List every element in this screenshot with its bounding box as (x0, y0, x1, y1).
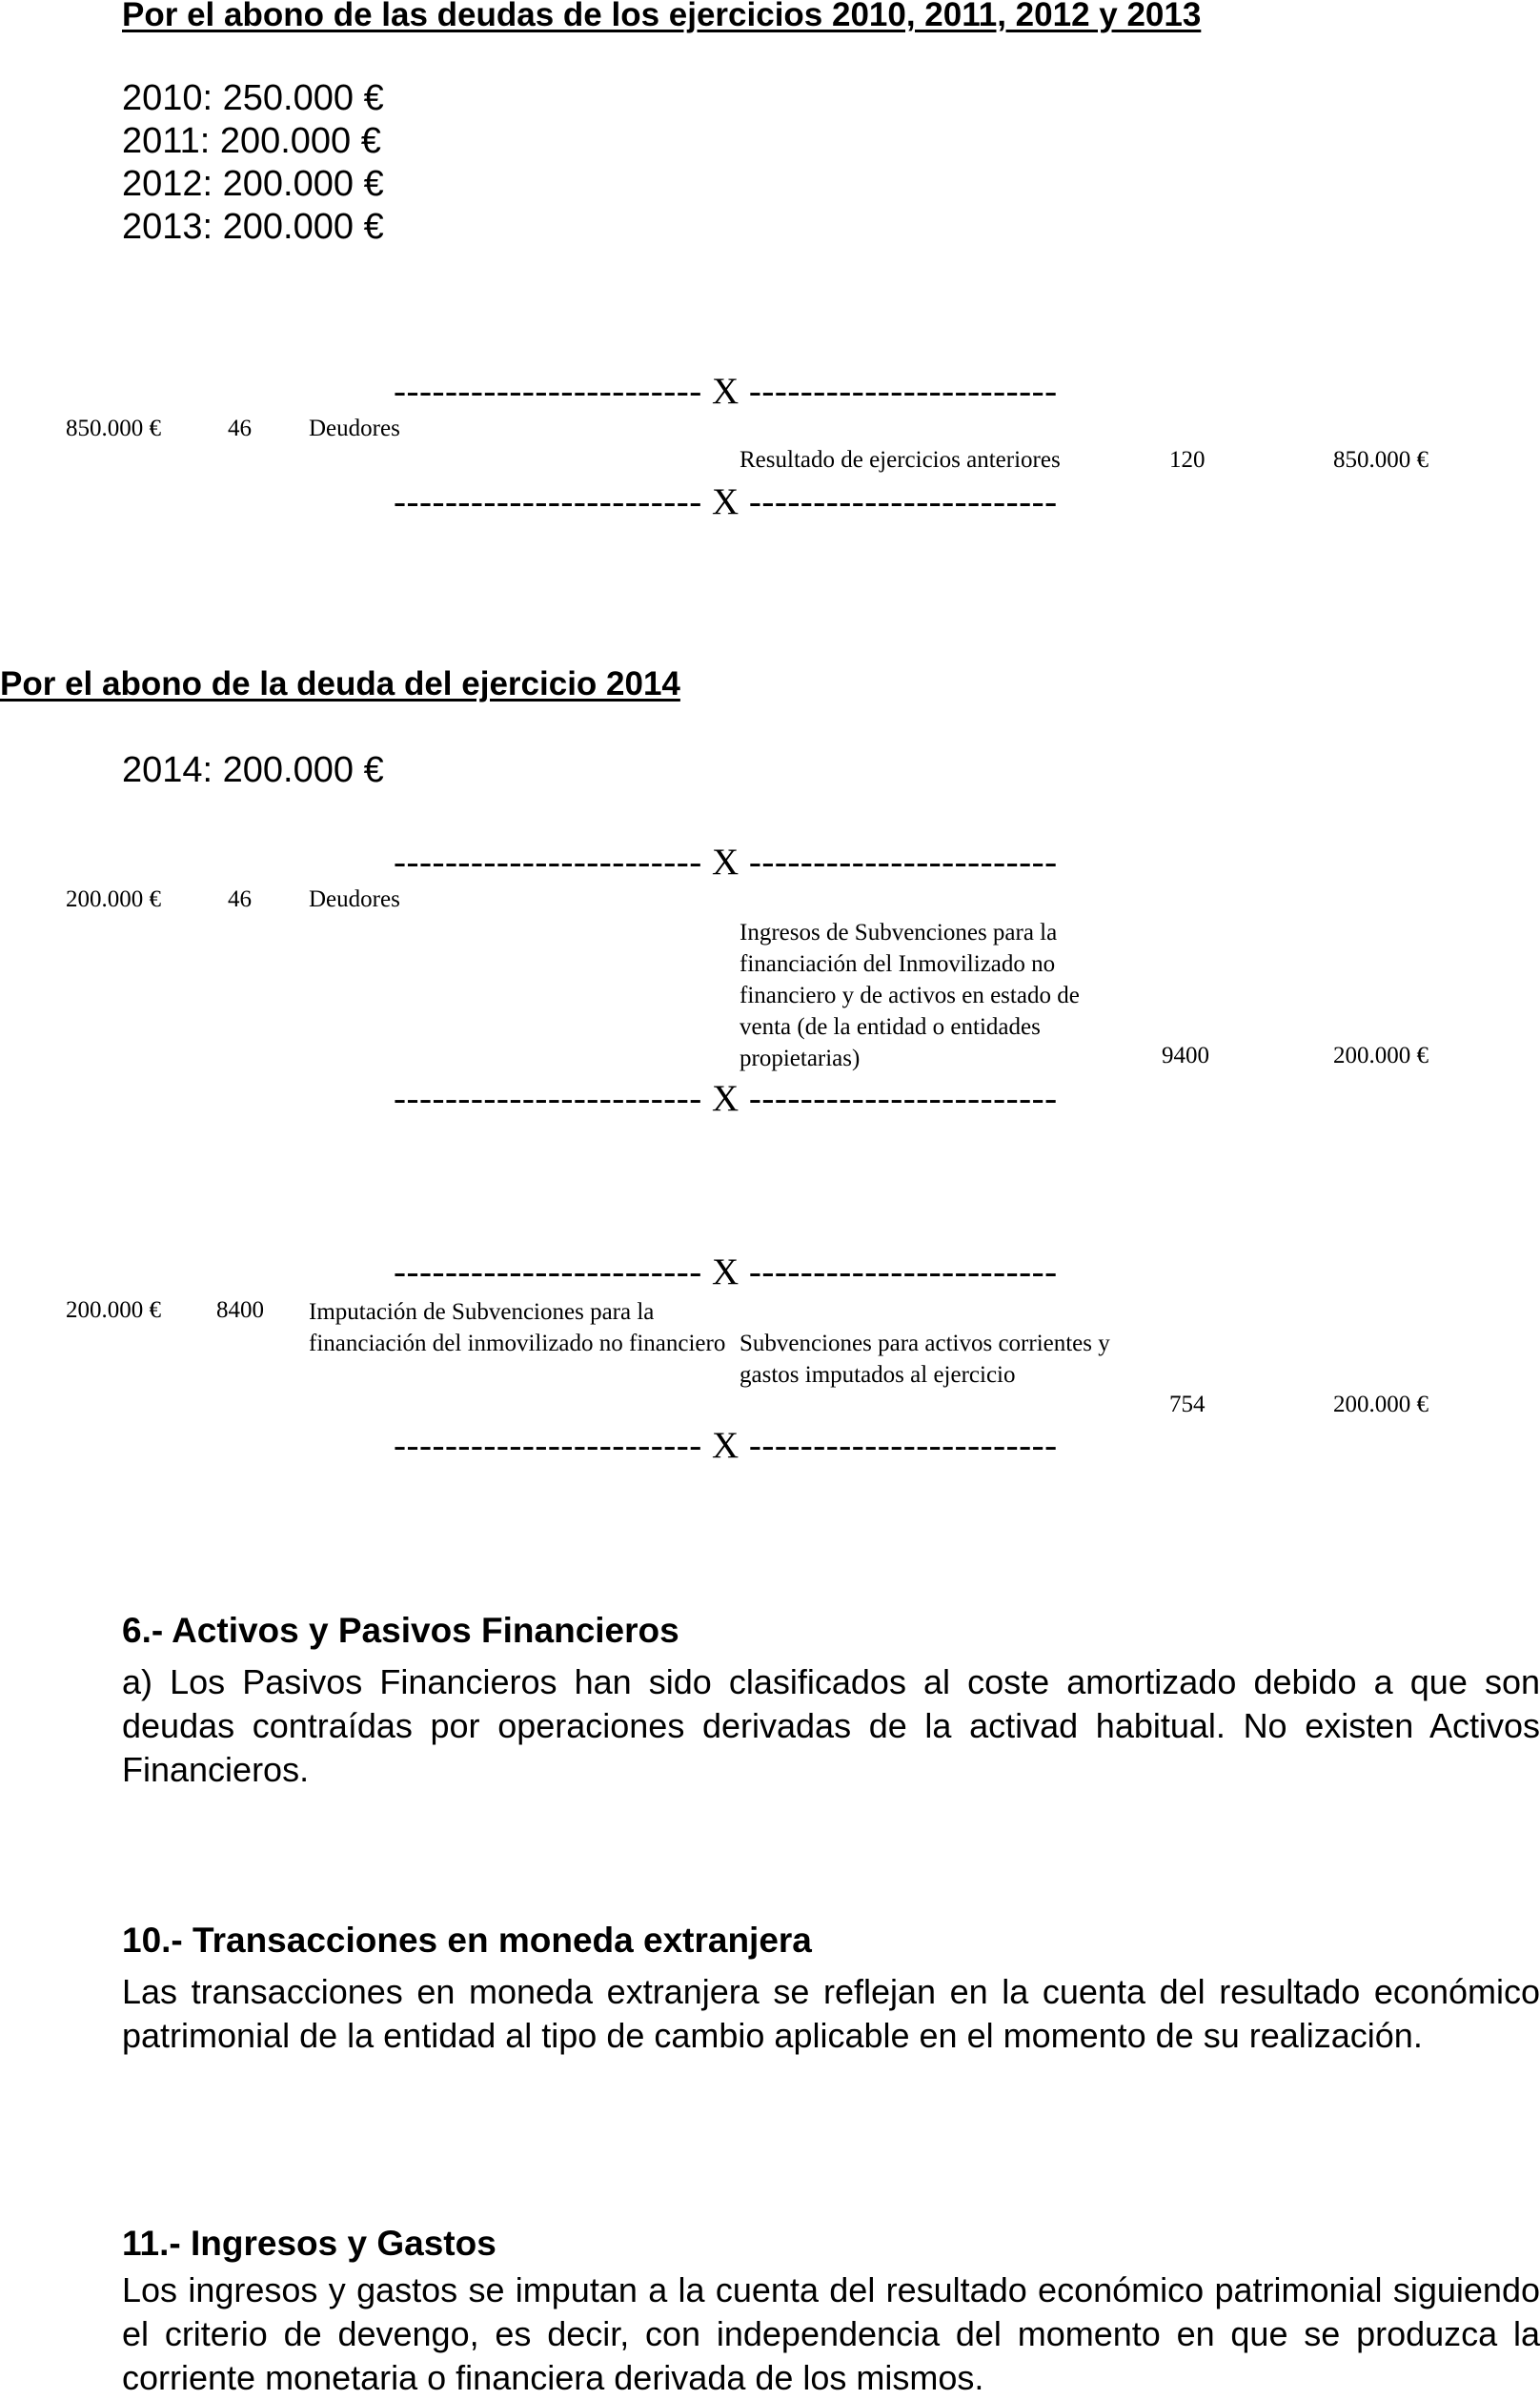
entry-separator-top: ------------------------ X ------------------------ (394, 1251, 1058, 1292)
debit-amount: 850.000 € (66, 416, 161, 441)
debit-account: Imputación de Subvenciones para la financiación del inmovilizado no financiero (309, 1299, 726, 1356)
section-heading-2010-2013: Por el abono de las deudas de los ejercicios 2010, 2011, 2012 y 2013 (122, 0, 1202, 33)
section-paragraph: Las transacciones en moneda extranjera se reflejan en la cuenta del resultado económico patrimonial de la entidad al tipo de cambio aplicable en el momento de su realización. (122, 1972, 1540, 2055)
credit-account: Resultado de ejercicios anteriores (740, 447, 1061, 473)
entry-separator-bottom: ------------------------ X ------------------------ (394, 481, 1058, 522)
credit-account: Ingresos de Subvenciones para la financiación del Inmovilizado no financiero y de activos en estado de venta (de la entidad o entidades propietarias) (740, 920, 1080, 1071)
debit-code: 46 (228, 416, 252, 441)
credit-code: 9400 (1162, 1043, 1209, 1068)
credit-amount: 200.000 € (1333, 1392, 1429, 1417)
section-title: 10.- Transacciones en moneda extranjera (122, 1921, 812, 1960)
credit-code: 120 (1169, 447, 1206, 473)
entry-separator-bottom: ------------------------ X ------------------------ (394, 1425, 1058, 1466)
entry-separator-top: ------------------------ X ------------------------ (394, 371, 1058, 412)
credit-amount: 200.000 € (1333, 1043, 1429, 1068)
entry-separator-top: ------------------------ X ------------------------ (394, 842, 1058, 883)
debit-account: Deudores (309, 416, 400, 441)
credit-account: Subvenciones para activos corrientes y gastos imputados al ejercicio (740, 1331, 1110, 1388)
debit-amount: 200.000 € (66, 1297, 161, 1323)
amount-2011: 2011: 200.000 € (122, 121, 381, 161)
debit-code: 46 (228, 886, 252, 912)
debit-amount: 200.000 € (66, 886, 161, 912)
section-title: 6.- Activos y Pasivos Financieros (122, 1611, 679, 1650)
amount-2010: 2010: 250.000 € (122, 78, 384, 118)
credit-code: 754 (1169, 1392, 1206, 1417)
credit-amount: 850.000 € (1333, 447, 1429, 473)
entry-separator-bottom: ------------------------ X ------------------------ (394, 1078, 1058, 1119)
amount-2012: 2012: 200.000 € (122, 164, 384, 204)
section-heading-2014: Por el abono de la deuda del ejercicio 2014 (0, 665, 680, 702)
section-paragraph: Los ingresos y gastos se imputan a la cuenta del resultado económico patrimonial siguiendo el criterio de devengo, es decir, con independencia del momento en que se produzca la corriente monetaria o financiera derivada de los mismos. (122, 2270, 1540, 2397)
debit-code: 8400 (216, 1297, 264, 1323)
section-title: 11.- Ingresos y Gastos (122, 2224, 496, 2263)
amount-2013: 2013: 200.000 € (122, 207, 384, 247)
amount-2014: 2014: 200.000 € (122, 750, 384, 790)
debit-account: Deudores (309, 886, 400, 912)
section-paragraph: a) Los Pasivos Financieros han sido clasificados al coste amortizado debido a que son deudas contraídas por operaciones derivadas de la activad habitual. No existen Activos Financieros. (122, 1662, 1540, 1789)
